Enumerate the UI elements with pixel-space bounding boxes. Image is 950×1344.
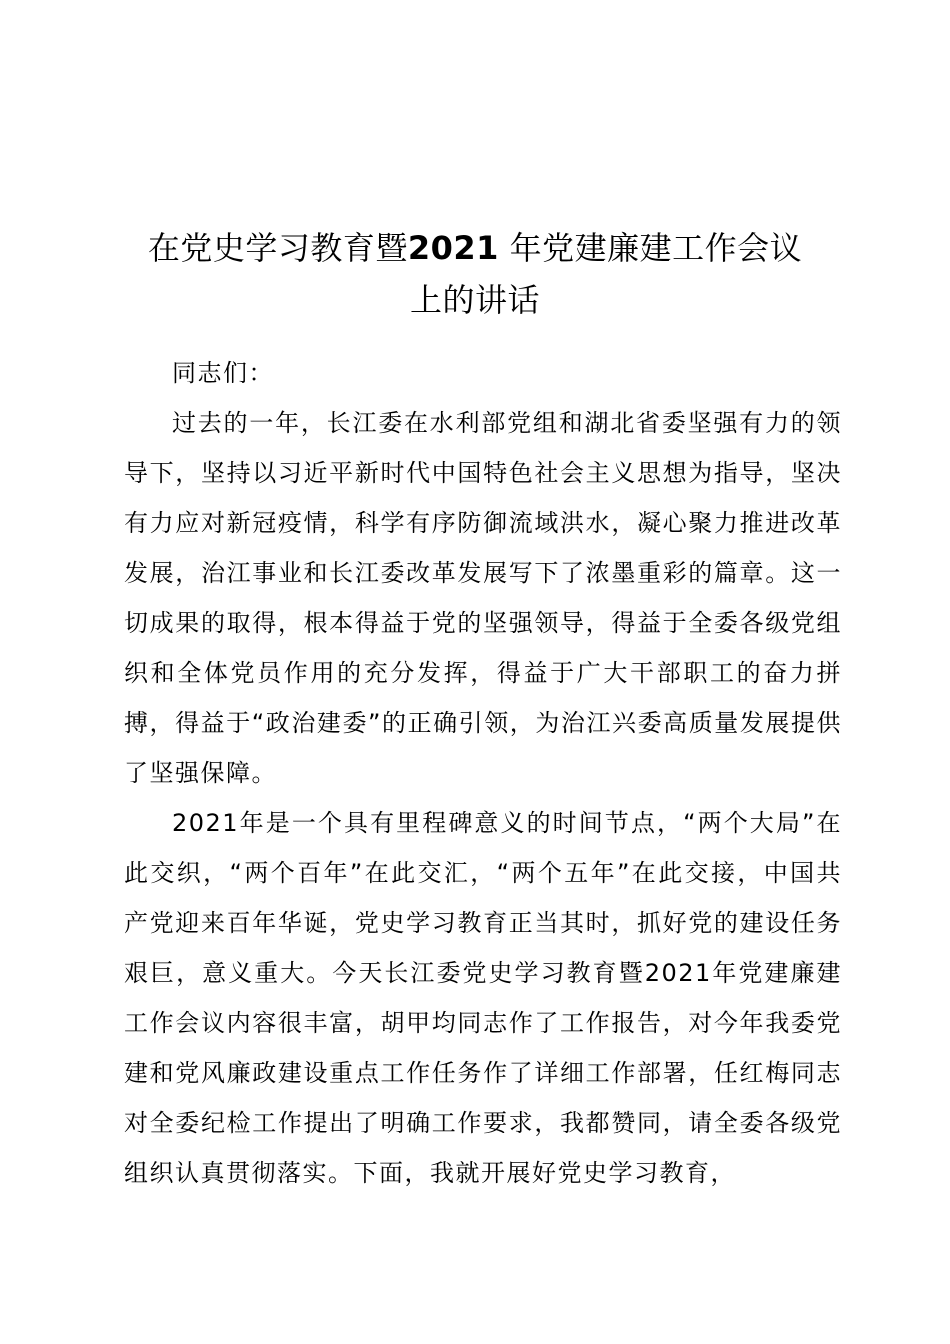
paragraph-1: 过去的一年，长江委在水利部党组和湖北省委坚强有力的领导下，坚持以习近平新时代中国特色社会主义思想为指导，坚决有力应对新冠疫情，科学有序防御流域洪水，凝心聚力推进改革发展，治江事业和长江委改革发展写下了浓墨重彩的篇章。这一切成果的取得，根本得益于党的坚强领导，得益于全委各级党组织和全体党员作用的充分发挥，得益于广大干部职工的奋力拼搏，得益于“政治建委”的正确引领，为治江兴委高质量发展提供了坚强保障。 — [124, 409, 842, 787]
salutation: 同志们： — [172, 359, 274, 387]
title-text-part1: 在党史学习教育暨 — [147, 229, 408, 267]
title-text-part2: 年党建廉建工作会议 — [509, 229, 803, 267]
document-title — [100, 222, 850, 326]
title-year: 2021 — [407, 229, 499, 267]
title-line2: 上的讲话 — [409, 281, 540, 319]
document-body — [124, 348, 842, 1198]
paragraph-2: 2021年是一个具有里程碑意义的时间节点，“两个大局”在此交织，“两个百年”在此交汇，“两个五年”在此交接，中国共产党迎来百年华诞，党史学习教育正当其时，抓好党的建设任务艰巨，意义重大。今天长江委党史学习教育暨2021年党建廉建工作会议内容很丰富，胡甲均同志作了工作报告，对今年我委党建和党风廉政建设重点工作任务作了详细工作部署，任红梅同志对全委纪检工作提出了明确工作要求，我都赞同，请全委各级党组织认真贯彻落实。下面，我就开展好党史学习教育， — [124, 809, 842, 1187]
